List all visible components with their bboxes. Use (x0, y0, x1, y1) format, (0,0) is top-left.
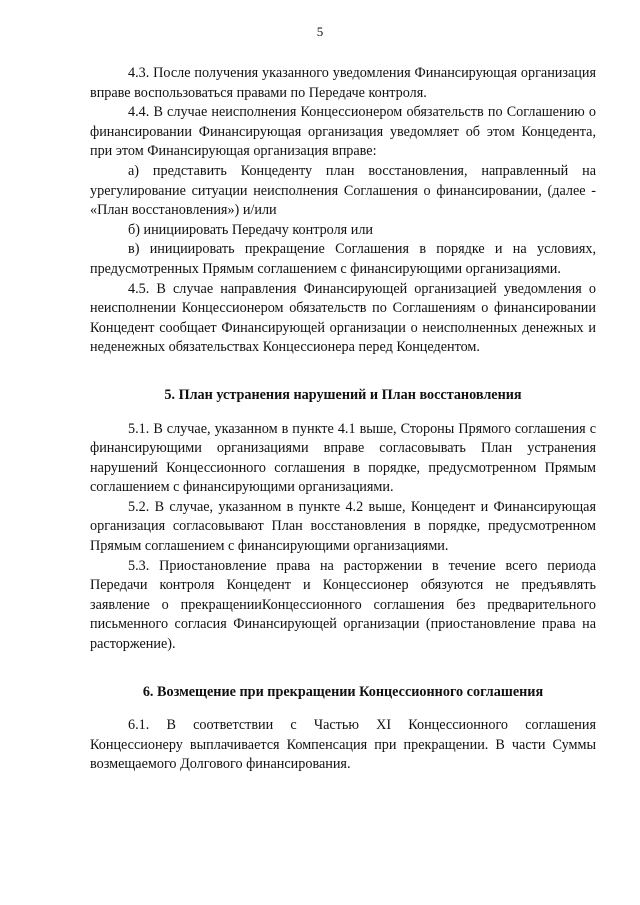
paragraph-4-4-item-b: б) инициировать Передачу контроля или (128, 221, 374, 238)
paragraph-4-4-item-c: в) инициировать прекращение Соглашения в порядке и на условиях, предусмотренных Прямым соглашением с финансирующими организациями. (90, 241, 596, 277)
paragraph-4-5: 4.5. В случае направления Финансирующей организацией уведомления о неисполнении Концессионером обязательств по Соглашениям о финансировании Концедент сообщает Финансирующей организации о неисполненных денежных и неденежных обязательствах Концессионера перед Концедентом. (90, 280, 596, 356)
document-body (90, 64, 596, 775)
paragraph-6-1: 6.1. В соответствии с Частью XI Концессионного соглашения Концессионеру выплачивается Компенсация при прекращении. В части Суммы возмещаемого Долгового финансирования. (90, 717, 596, 773)
spacer (90, 702, 596, 716)
paragraph-4-4: 4.4. В случае неисполнения Концессионером обязательств по Соглашению о финансировании Финансирующая организация уведомляет об этом Концедента, при этом Финансирующая организация вправе: (90, 104, 596, 160)
paragraph-4-4-item-a: а) представить Концеденту план восстановления, направленный на урегулирование ситуации неисполнения Соглашения о финансировании, (далее - «План восстановления») и/или (90, 162, 596, 219)
paragraph-5-3: 5.3. Приостановление права на расторжении в течение всего периода Передачи контроля Концедент и Концессионер обязуются не предъявлять заявление о прекращенииКонцессионного соглашения без предварительного письменного согласия Финансирующей организации (приостановление права на расторжение). (90, 557, 596, 653)
spacer (90, 655, 596, 683)
section-6-heading: 6. Возмещение при прекращении Концессионного соглашения (142, 683, 544, 700)
section-5-heading: 5. План устранения нарушений и План восстановления (164, 386, 522, 403)
page-number: 5 (316, 24, 324, 39)
paragraph-4-3: 4.3. После получения указанного уведомления Финансирующая организация вправе воспользоваться правами по Передаче контроля. (90, 65, 596, 101)
paragraph-5-1: 5.1. В случае, указанном в пункте 4.1 выше, Стороны Прямого соглашения с финансирующими организациями вправе согласовывать План устранения нарушений Концессионного соглашения в порядке, предусмотренном Прямым соглашением с финансирующими организациями. (90, 420, 596, 496)
paragraph-5-2: 5.2. В случае, указанном в пункте 4.2 выше, Концедент и Финансирующая организация согласовывают План восстановления в порядке, предусмотренном Прямым соглашением с финансирующими организациями. (90, 498, 596, 555)
spacer (90, 358, 596, 386)
spacer (90, 406, 596, 420)
